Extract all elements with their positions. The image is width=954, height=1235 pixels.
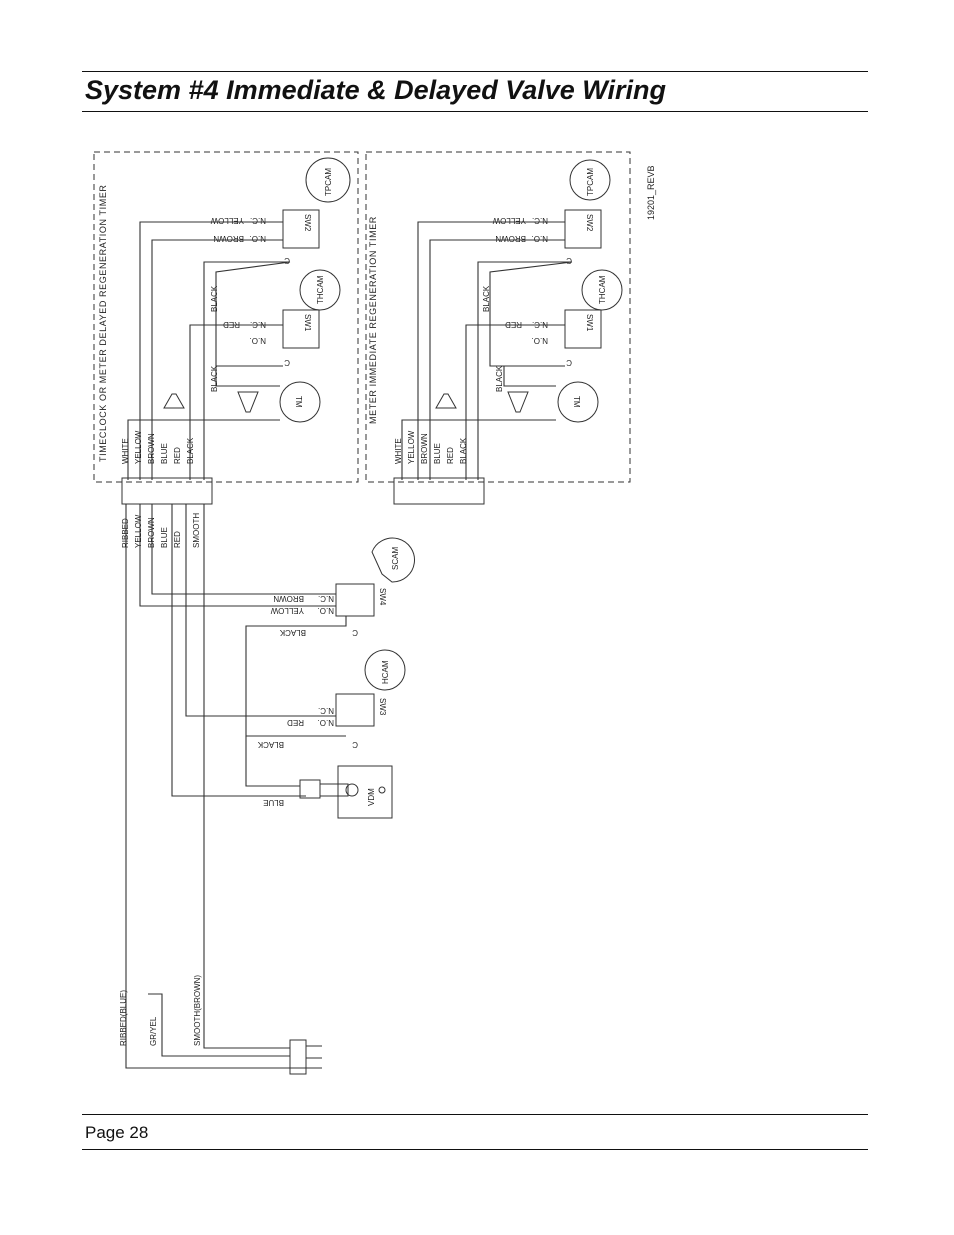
left-sw2-yellow: YELLOW: [210, 216, 244, 225]
footer-bottom-rule: [82, 1149, 868, 1150]
left-conn-4: BLUE: [160, 443, 169, 464]
sw3-black: BLACK: [257, 740, 284, 749]
left-conn-6: BLACK: [186, 437, 195, 464]
harness-6: SMOOTH: [192, 512, 201, 548]
page-number: Page 28: [85, 1123, 149, 1142]
left-black-label-1: BLACK: [210, 285, 219, 312]
left-connector-plug: [164, 394, 184, 408]
left-sw1-red: RED: [223, 320, 240, 329]
right-sw2-switch: [565, 210, 601, 248]
left-sw1-c: C: [284, 358, 290, 367]
sw3-label: SW3: [378, 698, 387, 716]
sw4-c: C: [352, 628, 358, 637]
right-sw1-nc: N.C.: [532, 320, 548, 329]
harness-4: BLUE: [160, 527, 169, 548]
sw4-switch: [336, 584, 374, 616]
sw3-c: C: [352, 740, 358, 749]
right-sw1-c: C: [566, 358, 572, 367]
left-sw1-switch: [283, 310, 319, 348]
right-thcam-label: THCAM: [598, 275, 607, 304]
right-motor-plug: [508, 392, 528, 412]
hcam-label: HCAM: [381, 660, 390, 684]
sw4-no: N.O.: [317, 606, 334, 615]
right-sw2-nc: N.C.: [532, 216, 548, 225]
vdm-screw: [379, 787, 385, 793]
cord-ground: GR/YEL: [149, 1016, 158, 1046]
right-black-label-1: BLACK: [482, 285, 491, 312]
left-sw2-switch: [283, 210, 319, 248]
sw4-black: BLACK: [279, 628, 306, 637]
sw4-label: SW4: [378, 588, 387, 606]
left-conn-5: RED: [173, 447, 182, 464]
sw4-nc: N.C.: [318, 594, 334, 603]
sw3-nc: N.C.: [318, 706, 334, 715]
right-sw1-red: RED: [505, 320, 522, 329]
power-plug: [290, 1040, 306, 1074]
sw3-switch: [336, 694, 374, 726]
right-timer-label: METER IMMEDIATE REGENERATION TIMER: [368, 216, 378, 424]
right-sw1-label: SW1: [585, 314, 594, 332]
left-sw1-no: N.O.: [249, 336, 266, 345]
diagram-ref: 19201_REVB: [646, 165, 656, 220]
left-thcam-label: THCAM: [316, 275, 325, 304]
right-conn-3: BROWN: [420, 433, 429, 464]
right-conn-6: BLACK: [459, 437, 468, 464]
sw3-no: N.O.: [317, 718, 334, 727]
harness-5: RED: [173, 531, 182, 548]
right-conn-2: YELLOW: [407, 430, 416, 464]
right-conn-5: RED: [446, 447, 455, 464]
right-black-label-2: BLACK: [495, 365, 504, 392]
footer-rule: [82, 1114, 868, 1115]
harness-1: RIBBED: [121, 518, 130, 548]
left-conn-3: BROWN: [147, 433, 156, 464]
left-sw1-label: SW1: [303, 314, 312, 332]
left-timer-label: TIMECLOCK OR METER DELAYED REGENERATION TIMER: [98, 184, 108, 462]
left-motor-plug: [238, 392, 258, 412]
harness-3: BROWN: [147, 517, 156, 548]
right-tm-label: TM: [572, 396, 581, 408]
right-sw2-brown: BROWN: [495, 234, 526, 243]
vdm-blue: BLUE: [263, 798, 284, 807]
right-sw2-no: N.O.: [531, 234, 548, 243]
sw3-red: RED: [287, 718, 304, 727]
vdm-label: VDM: [367, 788, 376, 806]
vdm-connector: [300, 780, 320, 798]
left-conn-1: WHITE: [121, 438, 130, 464]
cord-ribbed: RIBBED(BLUE): [119, 989, 128, 1046]
sw4-brown: BROWN: [273, 594, 304, 603]
left-sw2-brown: BROWN: [213, 234, 244, 243]
left-tm-label: TM: [294, 396, 303, 408]
sw4-yellow: YELLOW: [270, 606, 304, 615]
right-sw1-no: N.O.: [531, 336, 548, 345]
left-sw2-no: N.O.: [249, 234, 266, 243]
right-connector-plug: [436, 394, 456, 408]
left-sw2-label: SW2: [303, 214, 312, 232]
harness-2: YELLOW: [134, 514, 143, 548]
vdm-solenoid: [320, 784, 348, 796]
right-sw2-label: SW2: [585, 214, 594, 232]
right-sw2-c: C: [566, 256, 572, 265]
scam-label: SCAM: [391, 546, 400, 570]
right-sw2-yellow: YELLOW: [492, 216, 526, 225]
cord-smooth: SMOOTH(BROWN): [193, 974, 202, 1046]
page-title: System #4 Immediate & Delayed Valve Wiring: [85, 75, 667, 105]
right-sw1-switch: [565, 310, 601, 348]
left-sw2-nc: N.C.: [250, 216, 266, 225]
left-black-label-2: BLACK: [210, 365, 219, 392]
left-conn-2: YELLOW: [134, 430, 143, 464]
right-tpcam-label: TPCAM: [586, 168, 595, 196]
right-conn-4: BLUE: [433, 443, 442, 464]
right-conn-1: WHITE: [394, 438, 403, 464]
left-sw1-nc: N.C.: [250, 320, 266, 329]
left-tpcam-label: TPCAM: [324, 168, 333, 196]
left-sw2-c: C: [284, 256, 290, 265]
